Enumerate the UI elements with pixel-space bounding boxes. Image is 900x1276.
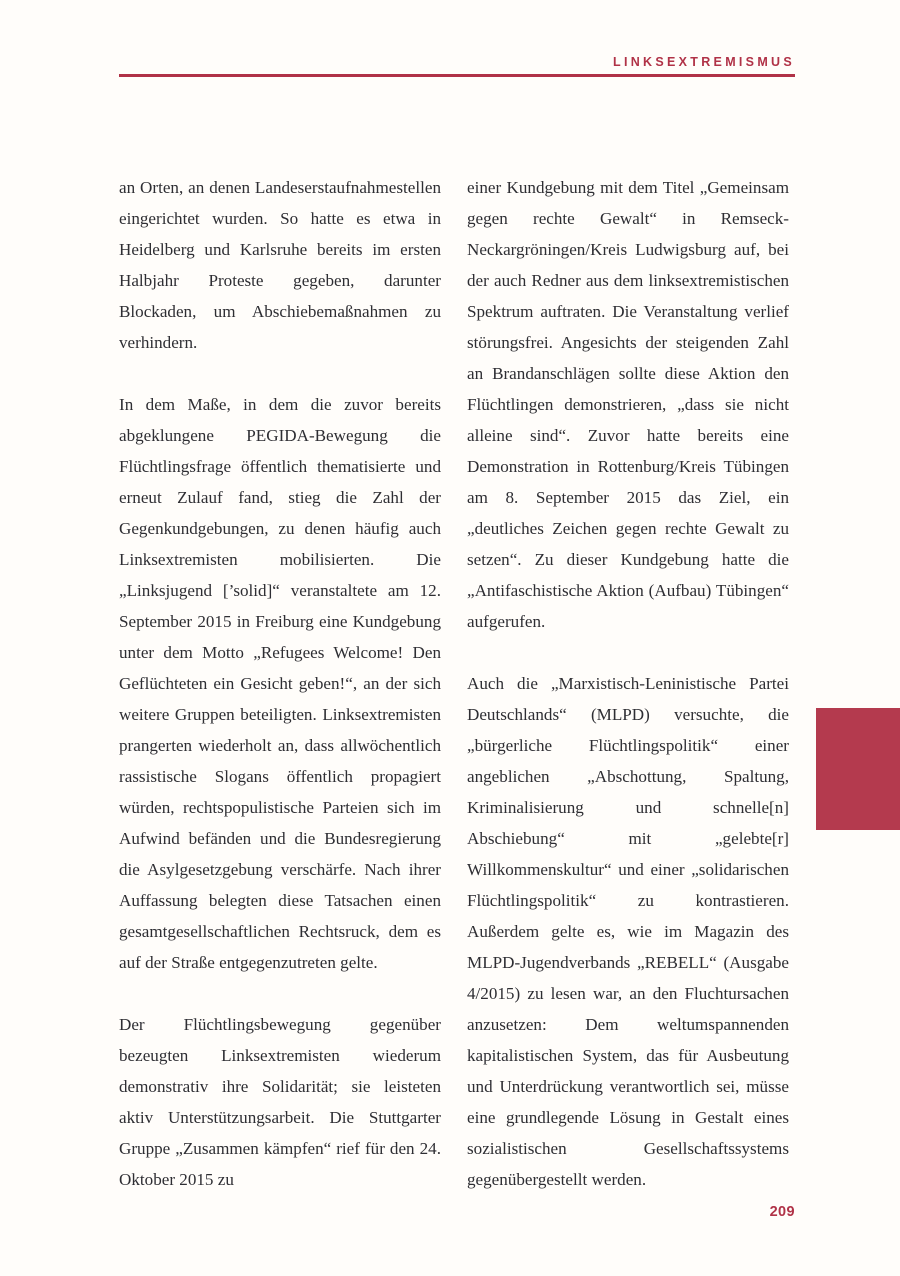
paragraph: an Orten, an denen Landeserstaufnahmestellen eingerichtet wurden. So hatte es etwa in Heidelberg und Karlsruhe bereits im ersten Halbjahr Proteste gegeben, darunter Blockaden, um Abschiebemaßnahmen zu verhindern.	[119, 178, 441, 352]
paragraph: einer Kundgebung mit dem Titel „Gemeinsam gegen rechte Gewalt“ in Remseck-Neckargröningen/Kreis Ludwigsburg auf, bei der auch Redner aus dem linksextremistischen Spektrum auftraten. Die Veranstaltung verlief störungsfrei. Angesichts der steigenden Zahl an Brandanschlägen sollte diese Aktion den Flüchtlingen demonstrieren, „dass sie nicht alleine sind“. Zuvor hatte bereits eine Demonstration in Rottenburg/Kreis Tübingen am 8. September 2015 das Ziel, ein „deutliches Zeichen gegen rechte Gewalt zu setzen“. Zu dieser Kundgebung hatte die „Antifaschistische Aktion (Aufbau) Tübingen“ aufgerufen.	[467, 178, 789, 631]
paragraph: Der Flüchtlingsbewegung gegenüber bezeugten Linksextremisten wiederum demonstrativ ihre Solidarität; sie leisteten aktiv Unterstützungsarbeit. Die Stuttgarter Gruppe „Zusammen kämpfen“ rief für den 24. Oktober 2015 zu	[119, 1015, 441, 1189]
body-columns	[119, 172, 795, 1189]
header-rule	[119, 74, 795, 77]
page-number: 209	[769, 1204, 795, 1220]
text-column-left	[119, 172, 441, 1195]
paragraph: In dem Maße, in dem die zuvor bereits abgeklungene PEGIDA-Bewegung die Flüchtlingsfrage öffentlich thematisierte und erneut Zulauf fand, stieg die Zahl der Gegenkundgebungen, zu denen häufig auch Linksextremisten mobilisierten. Die „Linksjugend [’solid]“ veranstaltete am 12. September 2015 in Freiburg eine Kundgebung unter dem Motto „Refugees Welcome! Den Geflüchteten ein Gesicht geben!“, an der sich weitere Gruppen beteiligten. Linksextremisten prangerten wiederholt an, dass allwöchentlich rassistische Slogans öffentlich propagiert würden, rechtspopulistische Parteien sich im Aufwind befänden und die Bundesregierung die Asylgesetzgebung verschärfe. Nach ihrer Auffassung belegten diese Tatsachen einen gesamtgesellschaftlichen Rechtsruck, dem es auf der Straße entgegenzutreten gelte.	[119, 395, 441, 972]
running-head: LINKSEXTREMISMUS	[613, 55, 795, 69]
paragraph: Auch die „Marxistisch-Leninistische Partei Deutschlands“ (MLPD) versuchte, die „bürgerliche Flüchtlingspolitik“ einer angeblichen „Abschottung, Spaltung, Kriminalisierung und schnelle[n] Abschiebung“ mit „gelebte[r] Willkommenskultur“ und einer „solidarischen Flüchtlingspolitik“ zu kontrastieren. Außerdem gelte es, wie im Magazin des MLPD-Jugendverbands „REBELL“ (Ausgabe 4/2015) zu lesen war, an den Fluchtursachen anzusetzen: Dem weltumspannenden kapitalistischen System, das für Ausbeutung und Unterdrückung verantwortlich sei, müsse eine grundlegende Lösung in Gestalt eines sozialistischen Gesellschaftssystems gegenübergestellt werden.	[467, 674, 789, 1189]
text-column-right	[467, 172, 789, 1195]
section-edge-tab	[816, 708, 900, 830]
